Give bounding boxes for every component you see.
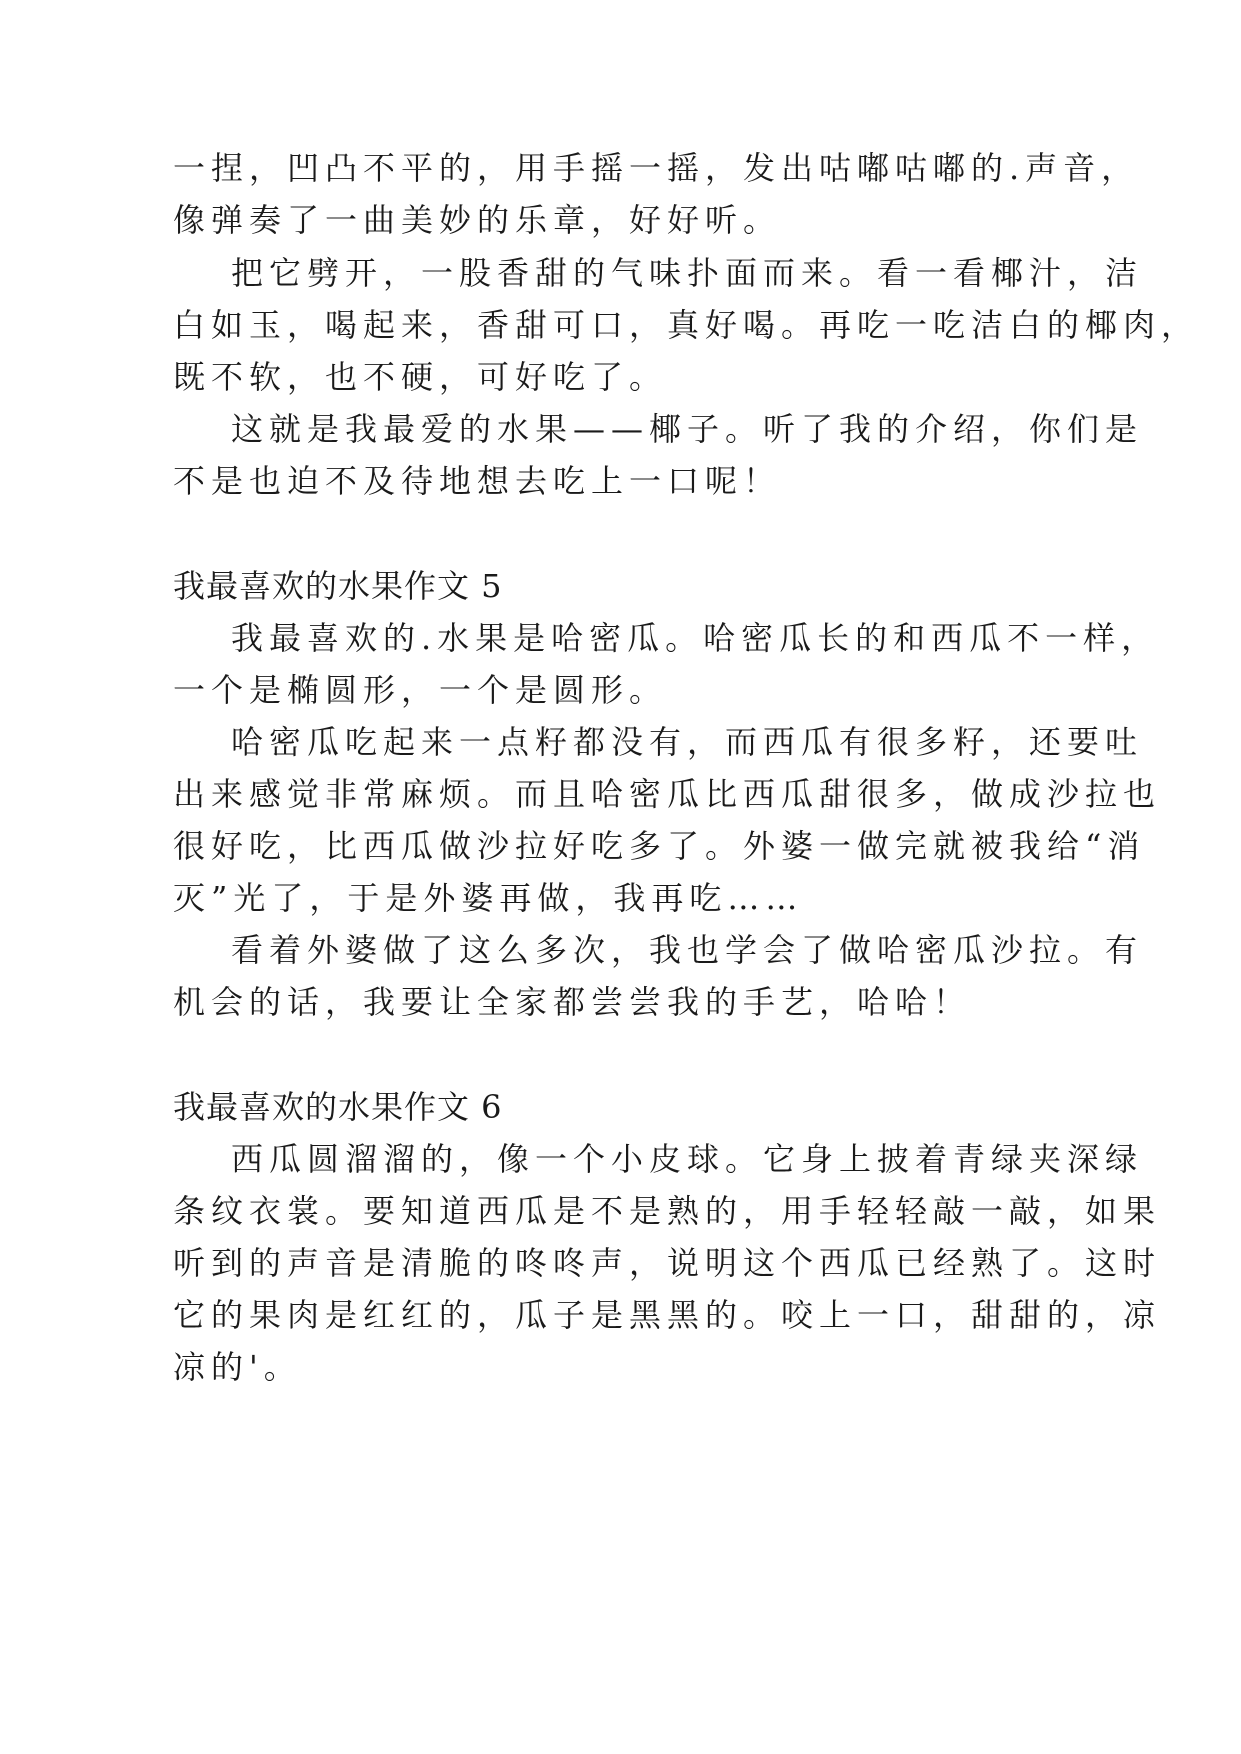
body-line: 凉的'。	[173, 1348, 302, 1386]
body-line: 它的果肉是红红的，瓜子是黑黑的。咬上一口，甜甜的，凉	[173, 1296, 1162, 1334]
body-line: 一个是椭圆形，一个是圆形。	[173, 671, 668, 709]
body-line: 很好吃，比西瓜做沙拉好吃多了。外婆一做完就被我给“消	[173, 827, 1146, 865]
body-line: 条纹衣裳。要知道西瓜是不是熟的，用手轻轻敲一敲，如果	[173, 1192, 1162, 1230]
section-heading: 我最喜欢的水果作文 6	[173, 1088, 503, 1126]
body-line: 白如玉，喝起来，香甜可口，真好喝。再吃一吃洁白的椰肉，	[173, 306, 1200, 344]
body-line: 既不软，也不硬，可好吃了。	[173, 358, 668, 396]
body-line: 出来感觉非常麻烦。而且哈密瓜比西瓜甜很多，做成沙拉也	[173, 775, 1162, 813]
body-line: 灭”光了，于是外婆再做，我再吃……	[173, 879, 804, 917]
section-heading: 我最喜欢的水果作文 5	[173, 567, 503, 605]
body-line: 一捏，凹凸不平的，用手摇一摇，发出咕嘟咕嘟的.声音，	[173, 149, 1140, 187]
body-line: 像弹奏了一曲美妙的乐章，好好听。	[173, 201, 782, 239]
body-line: 机会的话，我要让全家都尝尝我的手艺，哈哈！	[173, 983, 972, 1021]
paragraph-first-line: 西瓜圆溜溜的，像一个小皮球。它身上披着青绿夹深绿	[231, 1140, 1144, 1178]
paragraph-first-line: 看着外婆做了这么多次，我也学会了做哈密瓜沙拉。有	[231, 931, 1144, 969]
paragraph-first-line: 把它劈开，一股香甜的气味扑面而来。看一看椰汁，洁	[231, 254, 1144, 292]
body-line: 不是也迫不及待地想去吃上一口呢！	[173, 462, 782, 500]
paragraph-first-line: 我最喜欢的.水果是哈密瓜。哈密瓜长的和西瓜不一样，	[231, 619, 1160, 657]
paragraph-first-line: 哈密瓜吃起来一点籽都没有，而西瓜有很多籽，还要吐	[231, 723, 1144, 761]
body-line: 听到的声音是清脆的咚咚声，说明这个西瓜已经熟了。这时	[173, 1244, 1162, 1282]
paragraph-first-line: 这就是我最爱的水果——椰子。听了我的介绍，你们是	[231, 410, 1144, 448]
